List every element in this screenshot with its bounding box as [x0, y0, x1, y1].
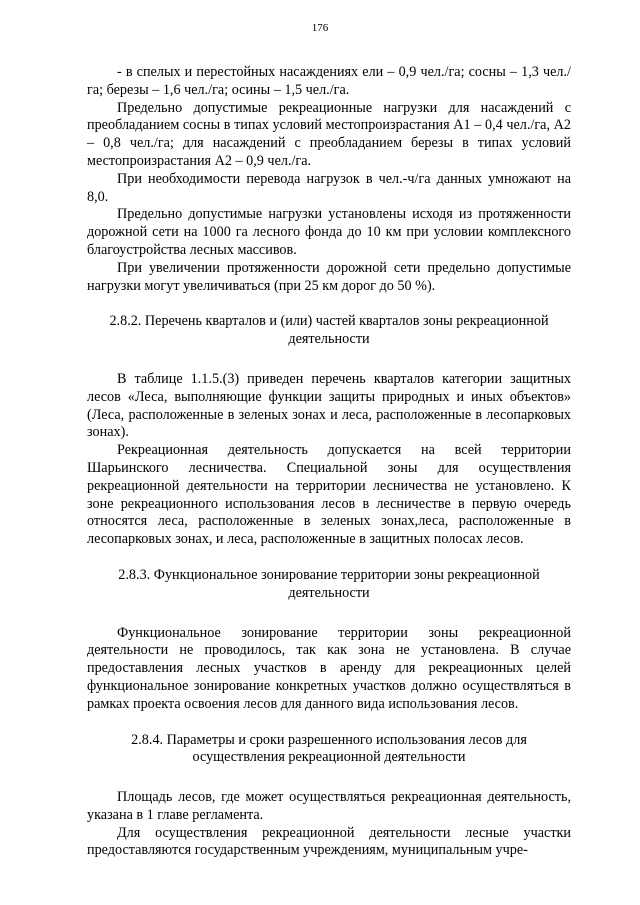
section-heading-2-8-3: 2.8.3. Функциональное зонирование территории зоны рекреационной деятельности: [118, 566, 540, 601]
paragraph: Функциональное зонирование территории зоны рекреационной деятельности не проводилось, так как зона не установлена. В случае предоставления лесных участков в аренду для рекреационных целей функциональное зонирование конкретных участков должно осуществляться в рамках проекта освоения лесов для данного вида использования лесов.: [87, 624, 571, 712]
page-number: 176: [311, 22, 329, 34]
section-heading-2-8-4: 2.8.4. Параметры и сроки разрешенного использования лесов для осуществления рекреационной деятельности: [131, 731, 527, 766]
paragraph: Предельно допустимые нагрузки установлены исходя из протяженности дорожной сети на 1000 га лесного фонда до 10 км при условии комплексного благоустройства лесных массивов.: [87, 206, 571, 258]
paragraph: Предельно допустимые рекреационные нагрузки для насаждений с преобладанием сосны в типах условий местопроизрастания А1 – 0,4 чел./га, А2 – 0,8 чел./га; для насаждений с преобладанием березы в типах условий местопроизрастания А2 – 0,9 чел./га.: [87, 99, 571, 169]
document-body: [87, 64, 571, 860]
paragraph: Рекреационная деятельность допускается на всей территории Шарьинского лесничества. Специальной зоны для осуществления рекреационной деятельности на территории лесничества не установлено. К зоне рекреационного использования лесов в лесничестве в первую очередь относятся леса, расположенные в зеленых зонах,леса, расположенные в лесопарковых зонах, и леса, расположенные в защитных полосах лесов.: [87, 442, 571, 548]
section-heading-2-8-2: 2.8.2. Перечень кварталов и (или) частей кварталов зоны рекреационной деятельности: [109, 313, 549, 348]
paragraph: Для осуществления рекреационной деятельности лесные участки предоставляются государственным учреждениям, муниципальным учре-: [87, 824, 571, 859]
paragraph: - в спелых и перестойных насаждениях ели – 0,9 чел./га; сосны – 1,3 чел./га; березы – 1,6 чел./га; осины – 1,5 чел./га.: [87, 64, 571, 98]
paragraph: Площадь лесов, где может осуществляться рекреационная деятельность, указана в 1 главе регламента.: [87, 789, 571, 823]
paragraph: В таблице 1.1.5.(3) приведен перечень кварталов категории защитных лесов «Леса, выполняющие функции защиты природных и иных объектов» (Леса, расположенные в зеленых зонах и леса, расположенные в лесопарковых зонах).: [87, 370, 571, 441]
paragraph: При увеличении протяженности дорожной сети предельно допустимые нагрузки могут увеличиваться (при 25 км дорог до 50 %).: [87, 259, 571, 294]
paragraph: При необходимости перевода нагрузок в чел.-ч/га данных умножают на 8,0.: [87, 170, 571, 205]
